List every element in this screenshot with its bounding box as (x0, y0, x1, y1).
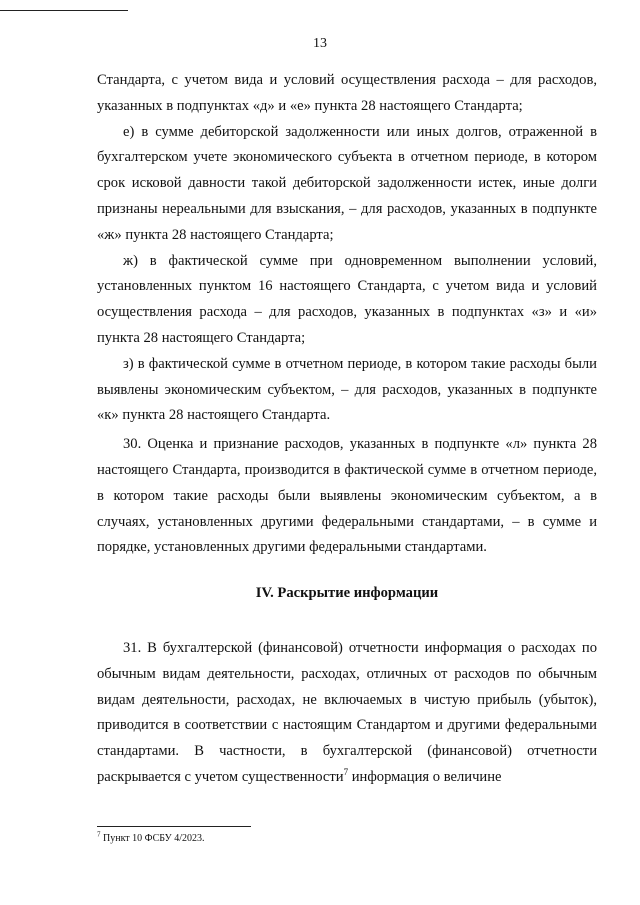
page-number: 13 (313, 36, 327, 51)
footnote-reference[interactable]: 7 (343, 767, 349, 778)
section-text-block (97, 636, 597, 791)
footnote-separator (97, 826, 251, 827)
paragraph-30: 30. Оценка и признание расходов, указанных в подпункте «л» пункта 28 настоящего Стандарта, производится в фактической сумме в отчетном периоде, в котором такие расходы были выявлены экономическим субъектом, а в случаях, установленных другими федеральными стандартами, – в сумме и порядке, установленных другими федеральными стандартами. (97, 436, 597, 556)
paragraph-continuation: Стандарта, с учетом вида и условий осуществления расхода – для расходов, указанных в подпунктах «д» и «е» пункта 28 настоящего Стандарта; (97, 72, 597, 114)
paragraph-item-zh: ж) в фактической сумме при одновременном выполнении условий, установленных пунктом 16 настоящего Стандарта, с учетом вида и условий осуществления расхода – для расходов, указанных в подпунктах «з» и «и» пункта 28 настоящего Стандарта; (97, 252, 597, 346)
footnote-text: Пункт 10 ФСБУ 4/2023. (100, 833, 205, 844)
paragraph-item-e: е) в сумме дебиторской задолженности или иных долгов, отраженной в бухгалтерском учете экономического субъекта в отчетном периоде, в котором срок исковой давности такой дебиторской задолженности истек, иные долги признаны нереальными для взыскания, – для расходов, указанных в подпункте «ж» пункта 28 настоящего Стандарта; (97, 123, 597, 243)
paragraph-item-z: з) в фактической сумме в отчетном периоде, в котором такие расходы были выявлены экономическим субъектом, – для расходов, указанных в подпункте «к» пункта 28 настоящего Стандарта. (97, 355, 597, 424)
paragraph-31-text-end: информация о величине (348, 768, 502, 785)
footnote (97, 830, 205, 844)
section-heading: IV. Раскрытие информации (255, 585, 439, 601)
main-text-block (97, 68, 597, 561)
paragraph-31 (97, 636, 597, 791)
footnote-mark: 7 (97, 830, 101, 839)
scan-corner-mark (0, 10, 128, 11)
paragraph-31-text: 31. В бухгалтерской (финансовой) отчетности информация о расходах по обычным видам деятельности, расходах, отличных от расходов по обычным видам деятельности, расходах, не включаемых в чистую прибыль (убыток), приводится в соответствии с настоящим Стандартом и другими федеральными стандартами. В частности, в бухгалтерской (финансовой) отчетности раскрывается с учетом существенности (97, 640, 597, 785)
